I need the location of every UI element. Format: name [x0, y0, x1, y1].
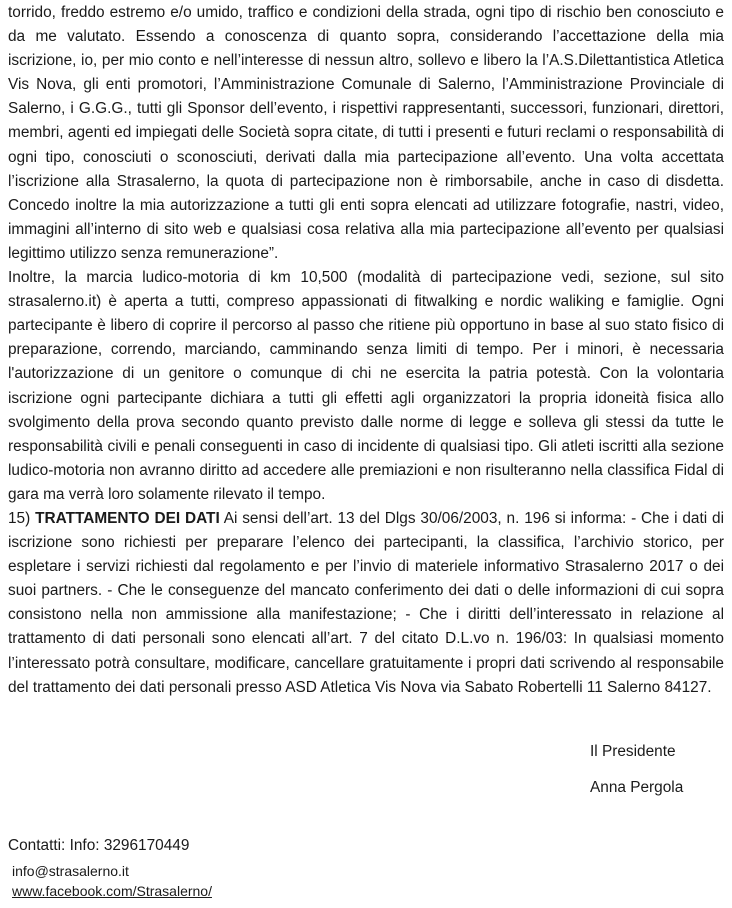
- signature-name: Anna Pergola: [590, 779, 684, 796]
- contacts-label: Contatti: Info: 3296170449: [8, 837, 190, 854]
- paragraph-data-treatment: [8, 507, 724, 700]
- section-number: 15): [8, 509, 36, 527]
- facebook-link[interactable]: www.facebook.com/Strasalerno/: [12, 883, 212, 899]
- section-body: Ai sensi dell’art. 13 del Dlgs 30/06/2003, n. 196 si informa: - Che i dati di iscrizione sono richiesti per preparare l’elenco dei partecipanti, la classifica, l’archivio storico, per espletare i servizi richiesti dal regolamento e per l’invio di materiele informativo Strasalerno 2017 o dei suoi partners. - Che le conseguenze del mancato conferimento dei dati o delle informazioni di cui sopra consistono nella non ammissione alla manifestazione; - Che i diritti dell’interessato in relazione al trattamento di dati personali sono elencati all’art. 7 del citato D.L.vo n. 196/03: In qualsiasi momento l’interessato potrà consultare, modificare, cancellare gratuitamente i propri dati scrivendo al responsabile del trattamento dei dati personali presso ASD Atletica Vis Nova via Sabato Robertelli 11 Salerno 84127.: [8, 509, 724, 696]
- section-heading: TRATTAMENTO DEI DATI: [35, 509, 220, 527]
- contact-email: info@strasalerno.it: [12, 863, 129, 879]
- paragraph-walk-info: Inoltre, la marcia ludico-motoria di km 10,500 (modalità di partecipazione vedi, sezione, sul sito strasalerno.it) è aperta a tutti, compreso appassionati di fitwalking e nordic waliking e famiglie. Ogni partecipante è libero di coprire il percorso al passo che ritiene più opportuno in base al suo stato fisico di preparazione, correndo, marciando, camminando senza limiti di tempo. Per i minori, è necessaria l'autorizzazione di un genitore o comunque di chi ne esercita la patria potestà. Con la volontaria iscrizione ogni partecipante dichiara a tutti gli effetti agli organizzatori la propria idoneità fisica allo svolgimento della prova secondo quanto previsto dalle norme di legge e solleva gli stessi da tutte le responsabilità civili e penali conseguenti in caso di incidente di qualsiasi tipo. Gli atleti iscritti alla sezione ludico-motoria non avranno diritto ad accedere alle premiazioni e non risulteranno nella classifica Fidal di gara ma verrà loro solamente rilevato il tempo.: [8, 269, 724, 503]
- signature-title: Il Presidente: [590, 743, 676, 760]
- paragraph-waiver: torrido, freddo estremo e/o umido, traffico e condizioni della strada, ogni tipo di rischio ben conosciuto e da me valutato. Essendo a conoscenza di quanto sopra, considerando l’accettazione della mia iscrizione, io, per mio conto e nell’interesse di nessun altro, sollevo e libero la l’A.S.Dilettantistica Atletica Vis Nova, gli enti promotori, l’Amministrazione Comunale di Salerno, l’Amministrazione Provinciale di Salerno, i G.G.G., tutti gli Sponsor dell’evento, i rispettivi rappresentanti, successori, funzionari, direttori, membri, agenti ed impiegati delle Società sopra citate, di tutti i presenti e futuri reclami o responsabilità di ogni tipo, conosciuti o sconosciuti, derivati dalla mia partecipazione all’evento. Una volta accettata l’iscrizione alla Strasalerno, la quota di partecipazione non è rimborsabile, anche in caso di disdetta. Concedo inoltre la mia autorizzazione a tutti gli enti sopra elencati ad utilizzare fotografie, nastri, video, immagini all’interno di sito web e qualsiasi cosa relativa alla mia partecipazione all’evento per qualsiasi legittimo utilizzo senza remunerazione”.: [8, 4, 724, 262]
- document-body: [8, 0, 724, 700]
